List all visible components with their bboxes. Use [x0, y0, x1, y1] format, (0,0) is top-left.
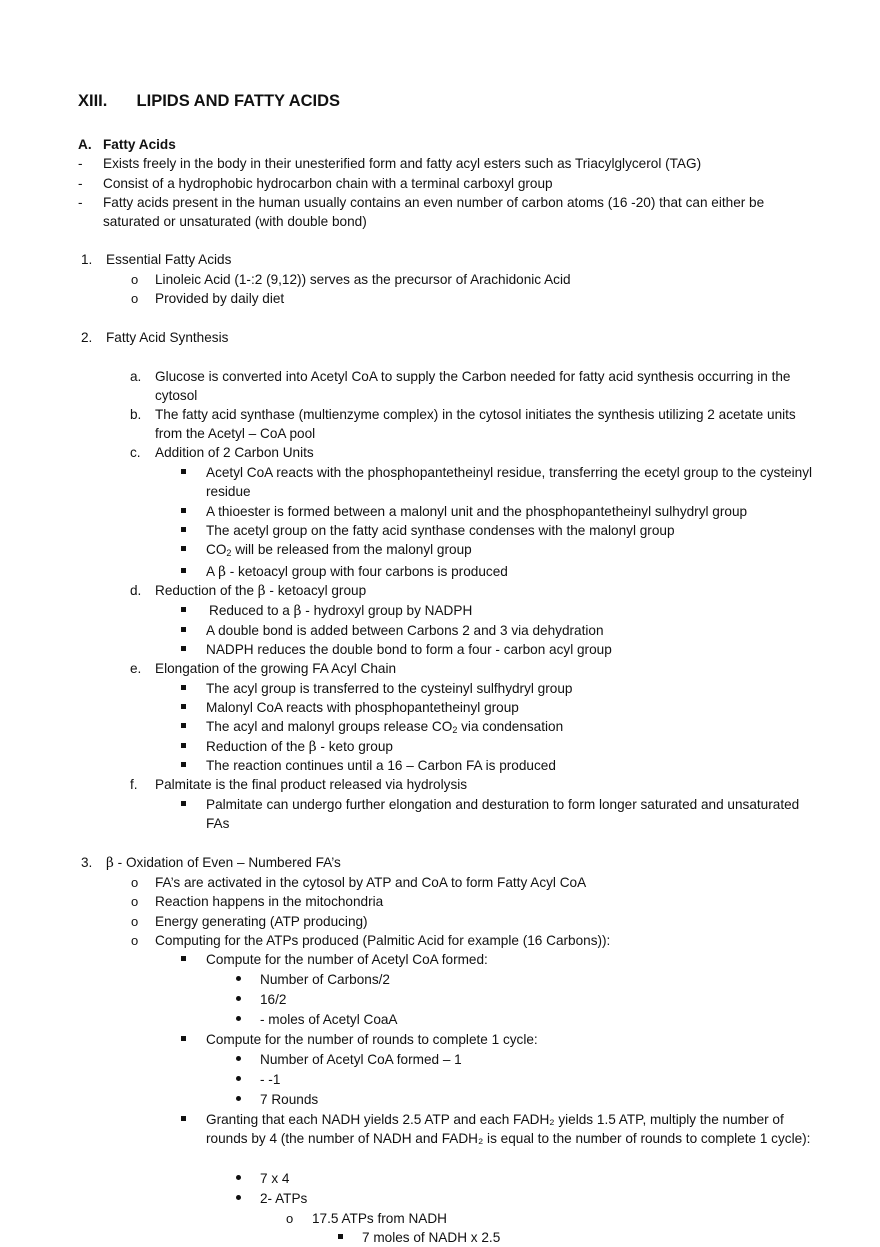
square-bullet — [338, 1234, 343, 1239]
section-a-marker: A. — [78, 137, 92, 152]
section-2c-item-1: Acetyl CoA reacts with the phosphopantetheinyl residue, transferring the ecetyl group to the cysteinyl residue — [206, 465, 813, 499]
atps-from-nadh: 17.5 ATPs from NADH — [312, 1211, 447, 1226]
section-1-marker: 1. — [81, 252, 93, 267]
acyl-malonyl-text: The acyl and malonyl groups release CO — [206, 719, 453, 734]
circle-bullet: o — [131, 933, 139, 948]
square-bullet — [181, 704, 186, 709]
heading-number: XIII. — [78, 92, 108, 110]
round-bullet — [236, 1056, 241, 1061]
square-bullet — [181, 508, 186, 513]
co2-released-text: will be released from the malonyl group — [235, 542, 472, 557]
section-3-item-4: Computing for the ATPs produced (Palmitic Acid for example (16 Carbons)): — [155, 933, 611, 948]
page-title — [78, 92, 340, 111]
section-3-item-1: FA’s are activated in the cytosol by ATP and CoA to form Fatty Acyl CoA — [155, 875, 587, 890]
section-3-item-3: Energy generating (ATP producing) — [155, 914, 368, 929]
section-3-item-2: Reaction happens in the mitochondria — [155, 894, 384, 909]
section-1-item-1: Linoleic Acid (1-:2 (9,12)) serves as the precursor of Arachidonic Acid — [155, 272, 571, 287]
co2-subscript: 2 — [452, 725, 458, 735]
section-2b-text: The fatty acid synthase (multienzyme complex) in the cytosol initiates the synthesis utilizing 2 acetate units from the Acetyl – CoA pool — [155, 407, 796, 441]
beta-symbol: β — [308, 739, 317, 755]
compute-rounds-text: Compute for the number of rounds to complete 1 cycle: — [206, 1032, 538, 1047]
square-bullet — [181, 607, 186, 612]
section-2c-item-2: A thioester is formed between a malonyl unit and the phosphopantetheinyl sulhydryl group — [206, 504, 748, 519]
round-bullet — [236, 976, 241, 981]
square-bullet — [181, 527, 186, 532]
dash-marker: - — [78, 156, 83, 171]
list-marker: e. — [130, 661, 142, 676]
round-bullet — [236, 1175, 241, 1180]
square-bullet — [181, 646, 186, 651]
co2-subscript: 2 — [226, 548, 232, 558]
hydroxyl-text: - hydroxyl group by NADPH — [305, 603, 473, 618]
square-bullet — [181, 1036, 186, 1041]
square-bullet — [181, 956, 186, 961]
section-2e-item-1: The acyl group is transferred to the cysteinyl sulfhydryl group — [206, 681, 573, 696]
square-bullet — [181, 762, 186, 767]
section-2d-item-2: A double bond is added between Carbons 2 and 3 via dehydration — [206, 623, 604, 638]
circle-bullet: o — [286, 1211, 294, 1226]
section-a-bullet-2: Consist of a hydrophobic hydrocarbon chain with a terminal carboxyl group — [103, 176, 553, 191]
section-2-title: Fatty Acid Synthesis — [106, 330, 229, 345]
ketoacyl-text: - ketoacyl group with four carbons is produced — [229, 564, 508, 579]
section-2a-text: Glucose is converted into Acetyl CoA to supply the Carbon needed for fatty acid synthesis occurring in the cytosol — [155, 369, 791, 403]
section-3-title-text: - Oxidation of Even – Numbered FA’s — [117, 855, 341, 870]
reduced-prefix: Reduced to a — [209, 603, 290, 618]
section-2e-text: Elongation of the growing FA Acyl Chain — [155, 661, 397, 676]
co2-text: CO — [206, 542, 227, 557]
section-2c-item-4 — [206, 540, 472, 559]
reduction-suffix: - ketoacyl group — [269, 583, 367, 598]
section-a-bullet-1: Exists freely in the body in their unesterified form and fatty acyl esters such as Triacylglycerol (TAG) — [103, 156, 702, 171]
section-2c-item-5 — [206, 562, 508, 582]
granting-item-1: 7 x 4 — [260, 1171, 290, 1186]
circle-bullet: o — [131, 914, 139, 929]
round-bullet — [236, 1096, 241, 1101]
compute-acetyl-item-1: Number of Carbons/2 — [260, 972, 390, 987]
compute-acetyl-item-2: 16/2 — [260, 992, 287, 1007]
square-bullet — [181, 568, 186, 573]
section-1-title: Essential Fatty Acids — [106, 252, 232, 267]
round-bullet — [236, 1016, 241, 1021]
dash-marker: - — [78, 195, 83, 210]
nadh-moles: 7 moles of NADH x 2.5 — [362, 1230, 501, 1245]
section-2f-item-1: Palmitate can undergo further elongation and desturation to form longer saturated and unsaturated FAs — [206, 797, 800, 831]
circle-bullet: o — [131, 272, 139, 287]
condensation-text: via condensation — [461, 719, 564, 734]
compute-rounds-item-2: - -1 — [260, 1072, 281, 1087]
beta-symbol: β — [293, 603, 302, 619]
square-bullet — [181, 627, 186, 632]
square-bullet — [181, 546, 186, 551]
square-bullet — [181, 469, 186, 474]
section-2e-item-3 — [206, 717, 563, 736]
circle-bullet: o — [131, 291, 139, 306]
section-2f-text: Palmitate is the final product released via hydrolysis — [155, 777, 468, 792]
section-2e-item-5: The reaction continues until a 16 – Carbon FA is produced — [206, 758, 556, 773]
square-bullet — [181, 743, 186, 748]
circle-bullet: o — [131, 894, 139, 909]
list-marker: c. — [130, 445, 141, 460]
beta-symbol: β — [218, 564, 226, 580]
section-2e-item-4 — [206, 737, 393, 757]
square-bullet — [181, 1116, 186, 1121]
reduction-prefix: Reduction of the — [155, 583, 254, 598]
keto-group-text: - keto group — [320, 739, 393, 754]
beta-symbol: β — [106, 855, 114, 871]
compute-acetyl-text: Compute for the number of Acetyl CoA formed: — [206, 952, 488, 967]
section-2c-item-3: The acetyl group on the fatty acid synthase condenses with the malonyl group — [206, 523, 675, 538]
heading-title: LIPIDS AND FATTY ACIDS — [136, 92, 341, 110]
compute-rounds-item-3: 7 Rounds — [260, 1092, 319, 1107]
compute-acetyl-item-3: - moles of Acetyl CoaA — [260, 1012, 398, 1027]
section-2e-item-2: Malonyl CoA reacts with phosphopantetheinyl group — [206, 700, 519, 715]
round-bullet — [236, 1076, 241, 1081]
compute-rounds-item-1: Number of Acetyl CoA formed – 1 — [260, 1052, 462, 1067]
list-marker: d. — [130, 583, 142, 598]
circle-bullet: o — [131, 875, 139, 890]
section-a-bullet-3: Fatty acids present in the human usually contains an even number of carbon atoms (16 -20) that can either be saturated or unsaturated (with double bond) — [103, 195, 765, 229]
square-bullet — [181, 685, 186, 690]
list-marker: a. — [130, 369, 142, 384]
section-2c-text: Addition of 2 Carbon Units — [155, 445, 314, 460]
beta-symbol: β — [257, 583, 266, 599]
section-2d-item-1 — [209, 601, 472, 621]
section-2d-text — [155, 581, 366, 601]
reduction-of-the-text: Reduction of the — [206, 739, 305, 754]
section-1-item-2: Provided by daily diet — [155, 291, 285, 306]
section-a-title: Fatty Acids — [103, 137, 176, 152]
a-prefix: A — [206, 564, 215, 579]
granting-text: Granting that each NADH yields 2.5 ATP and each FADH₂ yields 1.5 ATP, multiply the number of rounds by 4 (the number of NADH and FADH₂ is equal to the number of rounds to complete 1 cycle): — [206, 1112, 811, 1146]
square-bullet — [181, 723, 186, 728]
section-3-title — [106, 853, 341, 873]
section-2-marker: 2. — [81, 330, 93, 345]
section-2d-item-3: NADPH reduces the double bond to form a four - carbon acyl group — [206, 642, 612, 657]
list-marker: b. — [130, 407, 142, 422]
round-bullet — [236, 996, 241, 1001]
section-3-marker: 3. — [81, 855, 93, 870]
dash-marker: - — [78, 176, 83, 191]
square-bullet — [181, 801, 186, 806]
round-bullet — [236, 1195, 241, 1200]
list-marker: f. — [130, 777, 138, 792]
granting-item-2: 2- ATPs — [260, 1191, 308, 1206]
